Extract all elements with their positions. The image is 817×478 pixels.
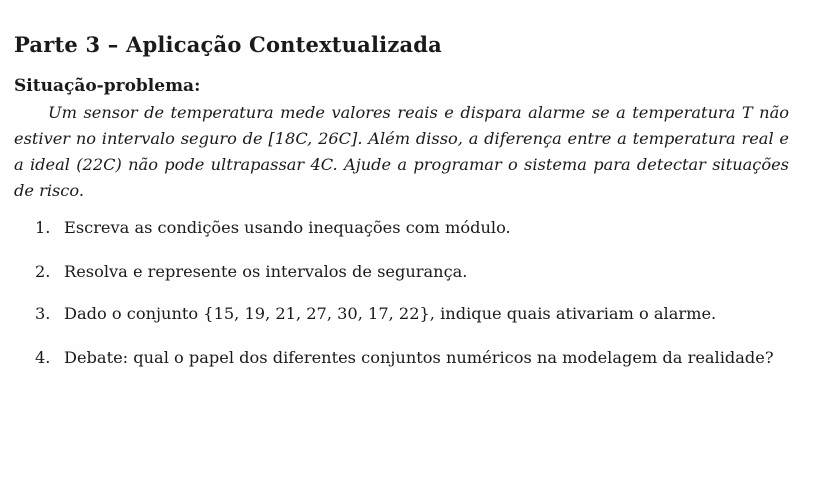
task-text: Escreva as condições usando inequações com módulo. bbox=[64, 218, 511, 237]
task-number: 2. bbox=[35, 262, 51, 281]
task-item-1 bbox=[35, 216, 787, 240]
task-item-3 bbox=[35, 302, 787, 326]
task-text: Debate: qual o papel dos diferentes conjuntos numéricos na modelagem da realidade? bbox=[64, 348, 774, 367]
problem-text: Um sensor de temperatura mede valores reais e dispara alarme se a temperatura T não estiver no intervalo seguro de [18C, 26C]. Além disso, a diferença entre a temperatura real e a ideal (22C) não pode ultrapassar 4C. Ajude a programar o sistema para detectar situações de risco. bbox=[14, 103, 789, 200]
task-item-4 bbox=[35, 346, 787, 370]
task-number: 4. bbox=[35, 348, 51, 367]
section-title: Parte 3 – Aplicação Contextualizada bbox=[14, 32, 442, 57]
task-item-2 bbox=[35, 260, 787, 284]
problem-paragraph bbox=[14, 100, 789, 204]
task-text: Resolva e represente os intervalos de segurança. bbox=[64, 262, 468, 281]
problem-heading: Situação-problema: bbox=[14, 76, 201, 96]
task-text: Dado o conjunto {15, 19, 21, 27, 30, 17, 22}, indique quais ativariam o alarme. bbox=[64, 304, 717, 323]
task-number: 3. bbox=[35, 304, 51, 323]
task-number: 1. bbox=[35, 218, 51, 237]
